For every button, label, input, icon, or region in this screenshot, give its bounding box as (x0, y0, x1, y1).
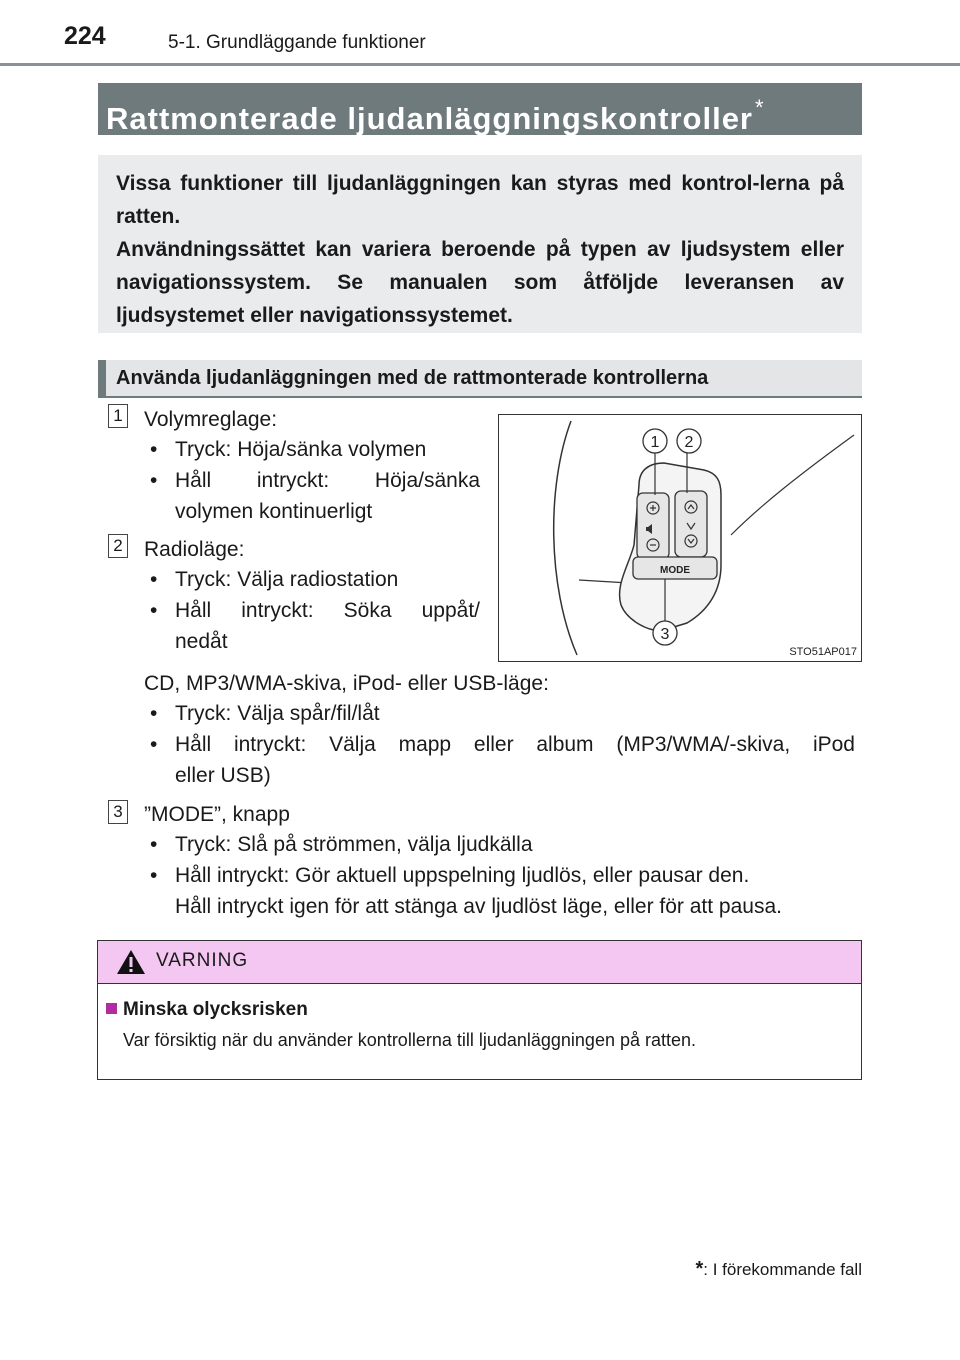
warning-text: Var försiktig när du använder kontrollerna till ljudanläggningen på ratten. (123, 1030, 697, 1050)
item-3-bullet-1: • Tryck: Slå på strömmen, välja ljudkälla (150, 829, 860, 860)
bullet-dot: • (150, 702, 158, 725)
warning-box (97, 940, 862, 1080)
bullet-dot: • (150, 568, 158, 591)
figure-code: STO51AP017 (789, 646, 857, 658)
item-3-bullet-2-cont: Håll intryckt igen för att stänga av ljudlöst läge, eller för att pausa. (175, 895, 782, 918)
title-footnote-mark: * (755, 95, 765, 120)
item-1-bullet-2: • Håll intryckt: Höja/sänka (150, 465, 480, 496)
mode-button-label: MODE (660, 565, 690, 576)
bullet-dot: • (150, 469, 158, 492)
intro-box (98, 155, 862, 333)
subheading: Använda ljudanläggningen med de rattmonterade kontrollerna (98, 360, 862, 398)
item-2-bullet-1: • Tryck: Välja radiostation (150, 564, 480, 595)
footnote (695, 1258, 862, 1281)
warning-title: Minska olycksrisken (123, 999, 308, 1020)
steering-wheel-figure (498, 414, 862, 662)
item-2-cd-bullet-2: • Håll intryckt: Välja mapp eller album (MP3/WMA/-skiva, iPod (150, 729, 860, 760)
wheel-spoke-line (731, 435, 854, 535)
item-number-3: 3 (108, 800, 128, 824)
bullet-dot: • (150, 864, 158, 887)
callout-number-1: 1 (650, 434, 660, 451)
warning-triangle-icon (116, 949, 146, 975)
bullet-dot: • (150, 438, 158, 461)
item-3-title: ”MODE”, knapp (144, 803, 290, 826)
item-2-bullet-2-cont: nedåt (175, 630, 228, 653)
item-1-title: Volymreglage: (144, 408, 278, 431)
bullet-dot: • (150, 833, 158, 856)
section-heading: 5-1. Grundläggande funktioner (168, 32, 426, 53)
item-number-1: 1 (108, 404, 128, 428)
page-number: 224 (64, 22, 106, 50)
wheel-rim-outer (554, 421, 577, 655)
item-2-title: Radioläge: (144, 538, 245, 561)
callout-number-3: 3 (660, 626, 670, 643)
bullet-dot: • (150, 599, 158, 622)
intro-paragraph-1: Vissa funktioner till ljudanläggningen kan styras med kontrol-lerna på ratten. (116, 172, 844, 228)
warning-label: VARNING (156, 950, 249, 971)
page-title (98, 83, 862, 135)
item-3-bullet-2: • Håll intryckt: Gör aktuell uppspelning ljudlös, eller pausar den. (150, 860, 860, 891)
intro-paragraph-2: Användningssättet kan variera beroende på typen av ljudsystem eller navigationssystem. Se manualen som åtföljde leveransen av ljudsystemet eller navigationssystemet. (116, 238, 844, 327)
item-number-2: 2 (108, 534, 128, 558)
item-2-cd-title: CD, MP3/WMA-skiva, iPod- eller USB-läge: (144, 672, 549, 695)
warning-bullet-square (106, 1003, 117, 1014)
warning-header (98, 941, 861, 984)
callout-number-2: 2 (684, 434, 694, 451)
footnote-text: : I förekommande fall (703, 1260, 862, 1279)
footnote-mark: * (695, 1258, 704, 1280)
volume-button (637, 493, 669, 559)
bullet-dot: • (150, 733, 158, 756)
steering-wheel-illustration (499, 415, 861, 661)
item-1-bullet-2-cont: volymen kontinuerligt (175, 500, 373, 523)
item-2-cd-bullet-1: • Tryck: Välja spår/fil/låt (150, 698, 860, 729)
item-1-bullet-1: • Tryck: Höja/sänka volymen (150, 434, 480, 465)
page-title-text: Rattmonterade ljudanläggningskontroller (106, 101, 753, 136)
item-2-bullet-2: • Håll intryckt: Söka uppåt/ (150, 595, 480, 626)
item-2-cd-bullet-2-cont: eller USB) (175, 764, 271, 787)
header-rule (0, 63, 960, 66)
